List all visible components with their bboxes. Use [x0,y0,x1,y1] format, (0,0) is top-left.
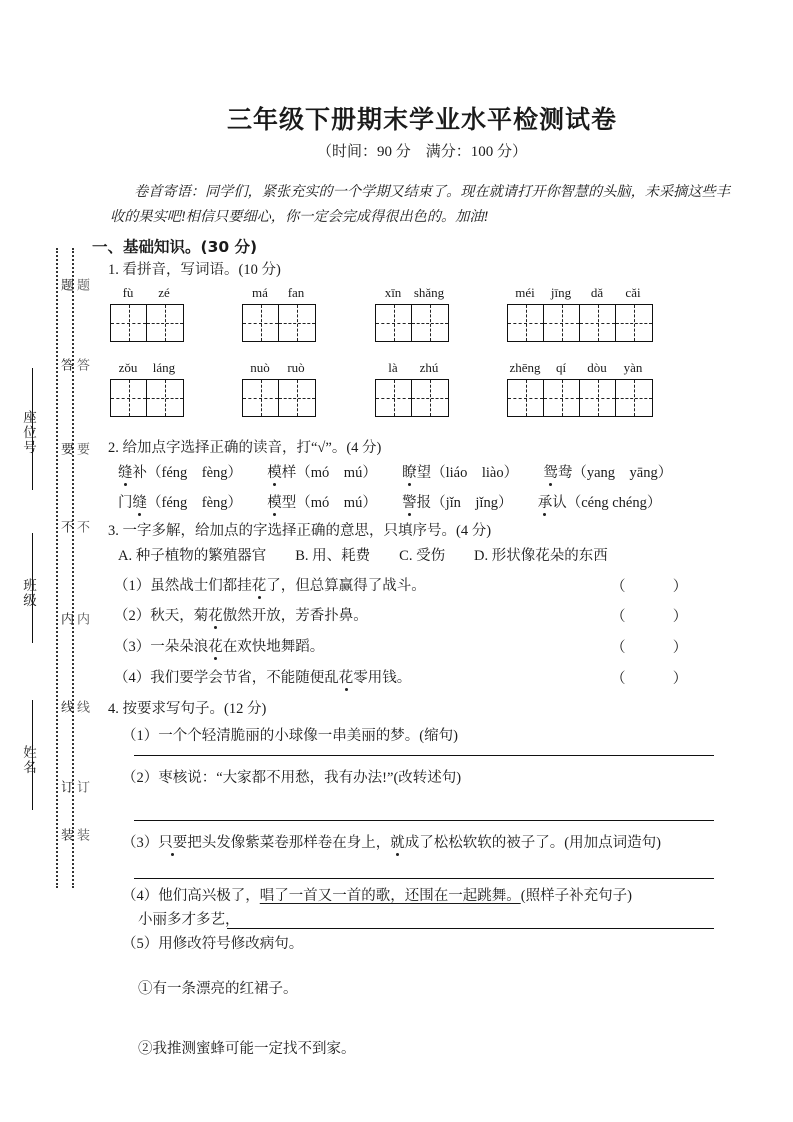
pinyin-label: láng [152,360,176,375]
q1-group-5 [110,360,184,417]
q1-group-3 [375,285,449,342]
character-grid[interactable] [507,379,653,417]
q2-word-tail: 认 [552,495,567,511]
binding-mark-shadow-4 [73,520,92,535]
q1-pinyin-row [507,360,653,376]
q4-item-3 [122,832,661,854]
binding-mark-shadow-0 [73,828,92,843]
subitem-text: 我推测蜜蜂可能一定找不到家。 [152,1041,356,1057]
q2-options[interactable]: （céng chéng） [566,495,662,511]
bracket-right: ） [672,609,688,625]
q2-options[interactable]: （mó mú） [296,465,377,481]
pinyin-label: dòu [587,360,607,375]
character-grid[interactable] [110,379,184,417]
grid-cell[interactable] [544,380,580,416]
binding-mark-text: 内 [75,612,90,627]
q4-item-number: （4） [122,888,159,904]
q4-item-4 [122,885,632,907]
q3-answer-bracket-2[interactable] [611,605,687,626]
pinyin-label: yàn [623,360,643,375]
q2-item[interactable] [402,465,522,481]
q2-options[interactable]: （féng fèng） [147,495,243,511]
binding-mark-text: 装 [59,828,74,843]
binding-mark-text: 装 [75,828,90,843]
binding-mark-text: 题 [75,278,90,293]
bracket-left: （ [611,609,626,625]
binding-mark-text: 订 [75,780,90,795]
q3-item-post: 零用钱。 [353,670,412,686]
pinyin-label: nuò [250,360,270,375]
character-grid[interactable] [110,304,184,342]
seat-number-field[interactable] [18,410,38,455]
q4-item-number: （2） [122,770,159,786]
q3-item-number: （1） [114,578,151,594]
grid-cell[interactable] [279,305,315,341]
q1-group-6 [242,360,316,417]
q1-group-2 [242,285,316,342]
q1-pinyin-row [507,285,653,301]
dotted-char: 花 [251,578,267,594]
q3-item-post: 在欢快地舞蹈。 [222,639,325,655]
q4-item-post: (照样子补充句子) [520,888,632,904]
q4-item-post: 成了松松软软的被子了。(用加点词造句) [404,835,661,851]
seat-number-field-label: 座位号 [21,410,36,455]
grid-cell[interactable] [580,305,616,341]
q1-group-1 [110,285,184,342]
pinyin-label: zé [158,285,170,300]
dotted-char: 模 [267,465,282,481]
q3-item-2 [114,605,368,627]
binding-mark-text: 订 [59,780,74,795]
pinyin-label: fù [122,285,134,300]
grid-cell[interactable] [147,380,183,416]
binding-mark-shadow-2 [73,700,92,715]
q4-item-pre: 他们高兴极了， [158,888,260,904]
q2-options[interactable]: （liáo liào） [431,465,519,481]
q1-pinyin-row [110,360,184,376]
bracket-right: ） [672,579,688,595]
q2-row-1 [118,462,672,484]
grid-cell[interactable] [376,380,412,416]
q4-item-1 [122,725,458,747]
q3-prompt: 3. 一字多解，给加点的字选择正确的意思，只填序号。(4 分) [108,523,492,539]
q4-item-number: （5） [122,936,159,952]
q3-item-3 [114,636,324,658]
pinyin-label: qí [555,360,567,375]
dotted-char: 瞭 [402,465,417,481]
q4-underlined-text: 唱了一首又一首的歌，还围在一起跳舞。 [259,888,521,904]
q3-options: A. 种子植物的繁殖器官 B. 用、耗费 C. 受伤 D. 形状像花朵的东西 [118,548,608,564]
name-field-rule [32,700,33,810]
q2-options[interactable]: （féng fèng） [147,465,243,481]
q3-item-1 [114,575,426,597]
dotted-char: 警 [402,495,417,511]
exam-meta: （时间：90 分 满分：100 分） [316,144,527,160]
q3-item-pre: 我们要学会节省，不能随便乱 [150,670,339,686]
binding-mark-text: 答 [75,358,90,373]
binding-mark-shadow-3 [73,612,92,627]
binding-mark-shadow-5 [73,442,92,457]
binding-mark-shadow-6 [73,358,92,373]
q3-item-pre: 虽然战士们都挂 [150,578,252,594]
q2-item[interactable] [543,465,672,481]
q4-item-text: 枣核说：“大家都不用愁，我有办法!”(改转述句) [158,770,462,786]
q3-item-4 [114,667,411,689]
pinyin-label: zhú [419,360,439,375]
bracket-right: ） [672,671,688,687]
q1-pinyin-row [242,360,316,376]
grid-cell[interactable] [147,305,183,341]
q4-answer-line-1[interactable] [134,755,714,756]
q4-sub-text: 小丽多才多艺， [138,912,240,928]
binding-mark-text: 线 [59,700,74,715]
pinyin-label: méi [515,285,535,300]
binding-mark-text: 线 [75,700,90,715]
grid-cell[interactable] [243,305,279,341]
grid-cell[interactable] [279,380,315,416]
grid-cell[interactable] [508,380,544,416]
section-heading: 一、基础知识。(30 分) [92,238,258,256]
q4-item-4-sub [138,909,240,931]
grid-cell[interactable] [376,305,412,341]
grid-cell[interactable] [580,380,616,416]
pinyin-label: xīn [384,285,402,300]
q1-pinyin-row [375,360,449,376]
q3-item-pre: 秋天，菊 [150,608,209,624]
q2-item[interactable] [402,495,516,511]
q1-group-8 [507,360,653,417]
grid-cell[interactable] [111,305,147,341]
dotted-char: 花 [208,608,223,624]
q1-group-4 [507,285,653,342]
bracket-left: （ [611,640,626,656]
dotted-char: 缝 [118,465,133,481]
q2-options[interactable]: （mó mú） [296,495,377,511]
character-grid[interactable] [507,304,653,342]
q3-answer-bracket-3[interactable] [611,636,687,657]
dotted-char: 花 [338,670,354,686]
q2-row-2 [118,492,661,514]
bracket-left: （ [611,671,626,687]
q4-item-number: （1） [122,728,159,744]
binding-sidebar [0,0,92,1122]
q4-answer-line-4[interactable] [227,928,714,929]
pinyin-label: ruò [287,360,305,375]
pinyin-label: zǒu [118,360,138,375]
q3-item-number: （4） [114,670,151,686]
grid-cell[interactable] [616,380,652,416]
binding-mark-text: 答 [59,358,74,373]
q2-item[interactable] [267,465,380,481]
binding-mark-text: 要 [59,442,74,457]
q3-item-post: 了，但总算赢得了战斗。 [266,578,426,594]
q2-word-tail: 报 [416,495,432,511]
class-field-rule [32,533,33,643]
grid-cell[interactable] [243,380,279,416]
subitem-marker: ① [138,981,153,997]
character-grid[interactable] [242,379,316,417]
seat-number-field-rule [32,368,33,490]
dotted-word-1: 只要 [158,835,188,851]
grid-cell[interactable] [111,380,147,416]
q3-item-post: 傲然开放，芳香扑鼻。 [222,608,368,624]
q1-pinyin-row [110,285,184,301]
class-field[interactable] [18,578,38,608]
exam-sheet [92,0,793,1122]
name-field-label: 姓名 [21,745,36,775]
grid-cell[interactable] [544,305,580,341]
q2-prompt: 2. 给加点字选择正确的读音，打“√”。(4 分) [108,440,382,456]
dotted-word-2: 就 [390,835,405,851]
pinyin-label: cǎi [625,285,641,300]
binding-mark-shadow-1 [73,780,92,795]
class-field-label: 班级 [21,578,36,608]
grid-cell[interactable] [508,305,544,341]
subitem-marker: ② [138,1041,153,1057]
q2-item[interactable] [118,465,246,481]
pinyin-label: zhēng [509,360,541,375]
pinyin-label: jīng [550,285,572,300]
q4-item-5-sub-1 [138,978,298,1000]
q2-word-tail: 鸯 [557,465,573,481]
pinyin-label: fan [287,285,305,300]
q4-item-5 [122,933,303,955]
name-field[interactable] [18,745,38,775]
dotted-char: 模 [267,495,282,511]
dotted-char: 花 [208,639,223,655]
q2-word-tail: 望 [416,465,432,481]
q1-pinyin-row [242,285,316,301]
character-grid[interactable] [375,379,449,417]
q2-item[interactable] [538,495,662,511]
q2-word-tail: 型 [281,495,297,511]
q4-answer-line-2[interactable] [134,820,714,821]
binding-mark-text: 不 [75,520,90,535]
q4-item-text: 一个个轻清脆丽的小球像一串美丽的梦。(缩句) [158,728,458,744]
subitem-text: 有一条漂亮的红裙子。 [152,981,298,997]
q4-item-mid: 把头发像紫菜卷那样卷在身上， [187,835,391,851]
grid-cell[interactable] [412,380,448,416]
q1-pinyin-row [375,285,449,301]
q3-item-number: （3） [114,639,151,655]
pinyin-label: má [252,285,268,300]
bracket-right: ） [672,640,688,656]
binding-mark-text: 不 [59,520,74,535]
pinyin-label: là [388,360,398,375]
q2-options[interactable]: （yang yāng） [572,465,673,481]
q3-item-pre: 一朵朵浪 [150,639,209,655]
q3-item-number: （2） [114,608,151,624]
character-grid[interactable] [242,304,316,342]
preamble-text: 卷首寄语：同学们，紧张充实的一个学期又结束了。现在就请打开你智慧的头脑，未采摘这些丰收的果实吧!相信只要细心，你一定会完成得很出色的。加油! [110,184,730,225]
character-grid[interactable] [375,304,449,342]
q2-item[interactable] [267,495,380,511]
dotted-char: 承 [537,495,553,511]
q2-word-head: 门 [118,495,133,511]
binding-mark-text: 内 [59,612,74,627]
pinyin-label: shǎng [413,285,445,300]
binding-mark-shadow-7 [73,278,92,293]
grid-cell[interactable] [412,305,448,341]
q2-word-tail: 样 [281,465,297,481]
binding-mark-text: 要 [75,442,90,457]
q1-prompt: 1. 看拼音，写词语。(10 分) [108,262,281,278]
q2-item[interactable] [118,495,246,511]
q3-answer-bracket-4[interactable] [611,667,687,688]
q3-answer-bracket-1[interactable] [611,575,687,596]
page-title: 三年级下册期末学业水平检测试卷 [226,105,617,134]
q2-word-tail: 补 [132,465,147,481]
q4-item-text: 用修改符号修改病句。 [158,936,304,952]
q4-item-2 [122,767,461,789]
dotted-char: 缝 [132,495,147,511]
bracket-left: （ [611,579,626,595]
q1-group-7 [375,360,449,417]
q2-options[interactable]: （jǐn jǐng） [431,495,513,511]
grid-cell[interactable] [616,305,652,341]
q4-item-number: （3） [122,835,159,851]
q4-prompt: 4. 按要求写句子。(12 分) [108,701,267,717]
pinyin-label: dǎ [590,285,604,300]
q4-item-5-sub-2 [138,1038,356,1060]
dotted-char: 鸳 [543,465,558,481]
binding-mark-text: 题 [59,278,74,293]
q4-answer-line-3[interactable] [134,878,714,879]
